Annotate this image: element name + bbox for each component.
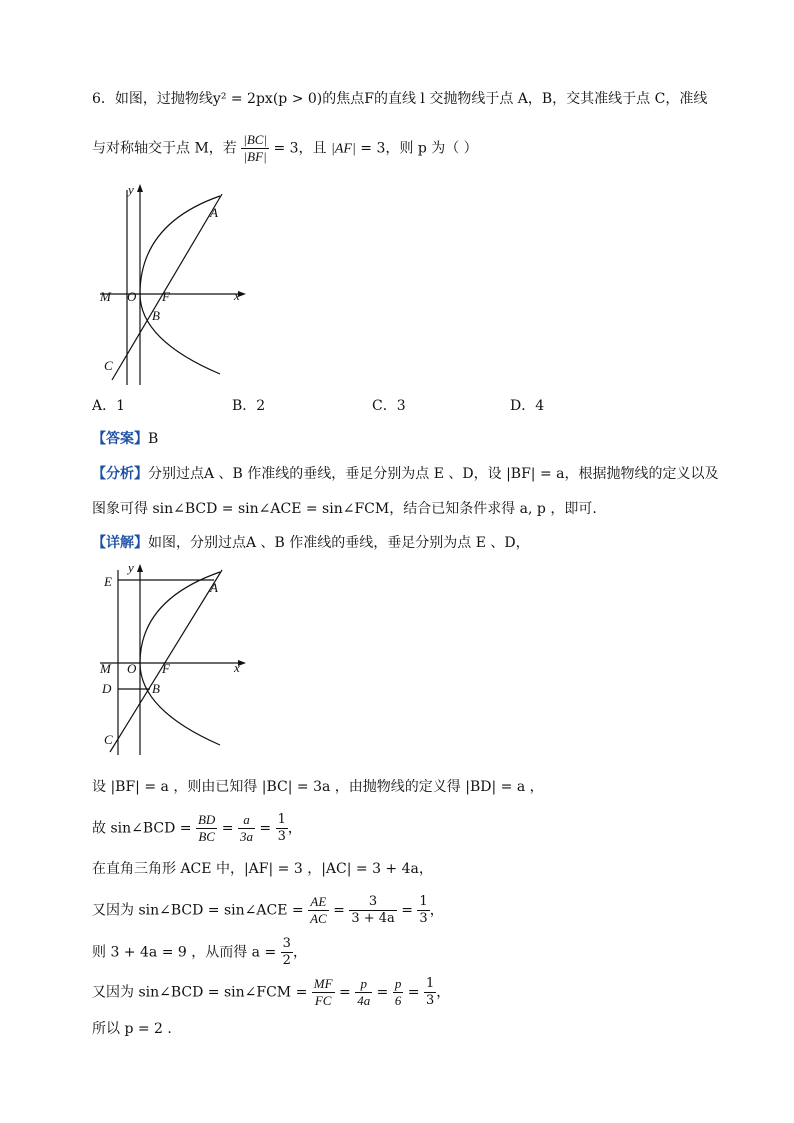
option-d: D．4 xyxy=(510,398,545,414)
fig2-label-y: y xyxy=(128,560,134,575)
detail-line-1 xyxy=(92,532,530,552)
fig2-label-D: D xyxy=(102,681,112,696)
fig2-label-x: x xyxy=(234,660,240,675)
solution-line-4: 又因为 sin∠BCD = sin∠ACE = $\frac{AE}{AC}$ = $\frac{3}{3 + 4a}$ = $\frac{1}{3}$ ， xyxy=(92,894,444,926)
fig2-label-E: E xyxy=(104,574,112,589)
bc-bf-fraction: $\frac{|BC|}{|BF|}$ xyxy=(243,132,268,164)
fig1-label-F: F xyxy=(162,289,170,304)
fig2-label-C: C xyxy=(104,732,113,747)
figure-1-parabola xyxy=(92,180,252,395)
fig2-y-arrow xyxy=(137,564,143,572)
af-abs: |AF| xyxy=(331,141,356,157)
solution-line-7: 所以 p = 2 . xyxy=(92,1021,172,1037)
question-line-2-post: = 3，则 p 为（ ） xyxy=(360,140,478,157)
answer-line xyxy=(92,428,158,448)
fig1-line-l xyxy=(112,194,222,380)
analysis-line-2: 图象可得 sin∠BCD = sin∠ACE = sin∠FCM，结合已知条件求得 a, p ，即可. xyxy=(92,501,597,517)
fig2-label-F: F xyxy=(162,661,170,676)
fig1-label-B: B xyxy=(152,308,160,323)
fig1-label-A: A xyxy=(210,205,218,220)
fig2-parabola xyxy=(140,572,220,745)
analysis-text-1: 分别过点A 、B 作准线的垂线，垂足分别为点 E 、D，设 |BF| = a，根据抛物线的定义以及 xyxy=(148,466,719,482)
question-line-2 xyxy=(92,132,478,165)
answer-value: B xyxy=(148,431,159,447)
question-line-2-pre: 与对称轴交于点 M，若 xyxy=(92,140,237,157)
fig2-label-A: A xyxy=(210,580,218,595)
solution-line-5: 则 3 + 4a = 9 ，从而得 a = $\frac{3}{2}$ ， xyxy=(92,936,307,968)
fig2-label-B: B xyxy=(152,681,160,696)
question-line-2-mid: = 3，且 xyxy=(273,140,327,157)
detail-label: 【详解】 xyxy=(92,535,148,551)
option-b: B．2 xyxy=(232,398,266,414)
answer-label: 【答案】 xyxy=(92,431,148,447)
fig1-y-arrow xyxy=(137,184,143,192)
solution-line-6: 又因为 sin∠BCD = sin∠FCM = $\frac{MF}{FC}$ = $\frac{p}{4a}$ = $\frac{p}{6}$ = $\frac{1}{3}$ ， xyxy=(92,976,451,1008)
solution-line-3: 在直角三角形 ACE 中，|AF| = 3 ，|AC| = 3 + 4a， xyxy=(92,861,433,877)
question-line-1: 6．如图，过抛物线y² = 2px(p > 0)的焦点F的直线 l 交抛物线于点 A，B，交其准线于点 C，准线 xyxy=(92,91,708,107)
fig1-label-M: M xyxy=(100,289,111,304)
analysis-label: 【分析】 xyxy=(92,466,148,482)
fig1-label-y: y xyxy=(128,182,134,197)
solution-line-2: 故 sin∠BCD = $\frac{BD}{BC}$ = $\frac{a}{3a}$ = $\frac{1}{3}$ ， xyxy=(92,812,302,844)
fig1-label-O: O xyxy=(127,289,137,304)
fig1-label-C: C xyxy=(104,358,113,373)
detail-text-1: 如图，分别过点A 、B 作准线的垂线，垂足分别为点 E 、D， xyxy=(148,535,530,551)
figure-2-parabola xyxy=(92,560,252,760)
fig1-label-x: x xyxy=(234,288,240,303)
fig1-parabola xyxy=(140,196,220,374)
solution-line-1: 设 |BF| = a ，则由已知得 |BC| = 3a ，由抛物线的定义得 |BD| = a ， xyxy=(92,779,544,795)
analysis-line-1 xyxy=(92,463,719,483)
option-a: A．1 xyxy=(92,398,126,414)
fig2-label-M: M xyxy=(100,661,111,676)
fig2-label-O: O xyxy=(127,661,137,676)
option-c: C．3 xyxy=(372,398,406,414)
